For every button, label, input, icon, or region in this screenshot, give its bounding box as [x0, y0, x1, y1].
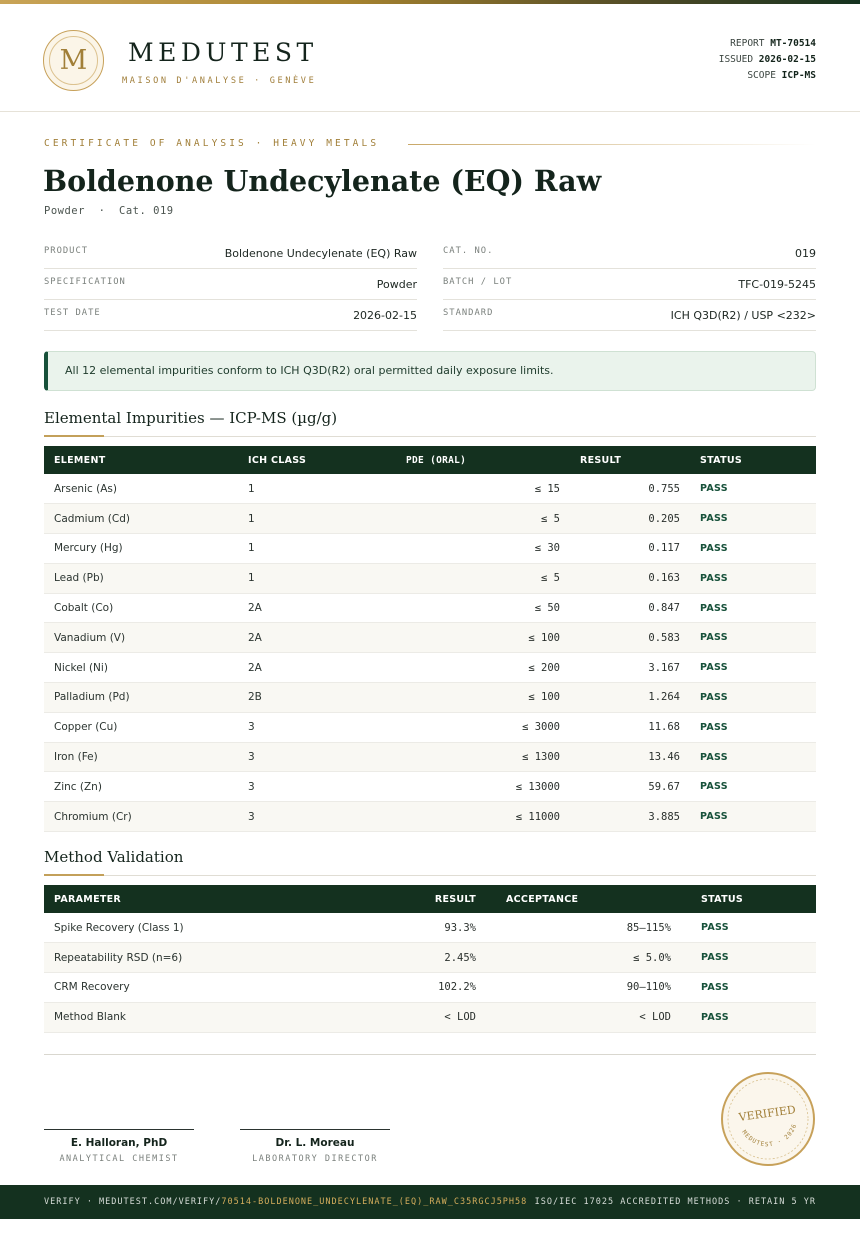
pde-limit: ≤ 30: [534, 542, 560, 555]
result-value: 0.205: [648, 512, 680, 525]
element-name: Copper (Cu): [54, 721, 118, 734]
element-name: Zinc (Zn): [54, 780, 102, 793]
impurities-section-title: Elemental Impurities — ICP-MS (µg/g): [44, 409, 338, 427]
result-value: 0.755: [648, 482, 680, 495]
impurities-table: [44, 446, 816, 832]
pde-limit: ≤ 100: [528, 691, 560, 704]
brand-logo: [43, 30, 104, 91]
section-divider: [44, 875, 816, 876]
page-subtitle: Powder · Cat. 019: [44, 205, 174, 217]
result-value: 0.847: [648, 602, 680, 615]
section-divider: [44, 436, 816, 437]
status-badge: PASS: [700, 483, 728, 495]
info-row-batch: [443, 269, 816, 300]
ich-class: 2B: [248, 691, 262, 704]
ich-class: 3: [248, 721, 255, 734]
info-row-cat-no: [443, 238, 816, 269]
result-value: 3.167: [648, 661, 680, 674]
result-value: 0.117: [648, 542, 680, 555]
element-name: Arsenic (As): [54, 482, 117, 495]
table-row: [44, 534, 816, 564]
ich-class: 1: [248, 512, 255, 525]
conformance-notice: [44, 351, 816, 391]
element-name: Cobalt (Co): [54, 602, 114, 615]
pde-limit: ≤ 15: [534, 482, 560, 495]
verified-seal-icon: [720, 1071, 816, 1167]
brand-tagline: MAISON D'ANALYSE · GENÈVE: [122, 76, 317, 86]
ich-class: 3: [248, 810, 255, 823]
ich-class: 3: [248, 780, 255, 793]
status-badge: PASS: [700, 751, 728, 763]
element-name: Nickel (Ni): [54, 661, 108, 674]
info-row-test-date: [44, 300, 417, 331]
status-badge: PASS: [700, 691, 728, 703]
column-header: ACCEPTANCE: [506, 893, 579, 905]
result-value: 3.885: [648, 810, 680, 823]
result-value: 0.583: [648, 631, 680, 644]
status-badge: PASS: [700, 781, 728, 793]
info-grid-left: [44, 238, 417, 331]
ich-class: 1: [248, 482, 255, 495]
column-header: ELEMENT: [54, 454, 106, 466]
signature-block-director: [240, 1129, 390, 1164]
status-badge: PASS: [700, 542, 728, 554]
info-grid-right: [443, 238, 816, 331]
table-row: [44, 973, 816, 1003]
result-value: 59.67: [648, 780, 680, 793]
seal-subtext: MEDUTEST · 2026: [740, 1122, 799, 1149]
info-row-specification: [44, 269, 417, 300]
validation-table-body: [44, 913, 816, 1032]
info-label: SPECIFICATION: [44, 277, 126, 287]
status-badge: PASS: [700, 721, 728, 733]
table-row: [44, 474, 816, 504]
parameter-name: CRM Recovery: [54, 981, 130, 994]
ich-class: 2A: [248, 631, 262, 644]
pde-limit: ≤ 5: [541, 572, 560, 585]
status-badge: PASS: [700, 602, 728, 614]
section-accent: [44, 435, 104, 437]
info-value: 2026-02-15: [353, 309, 417, 322]
table-row: [44, 504, 816, 534]
document-kicker: CERTIFICATE OF ANALYSIS · HEAVY METALS: [44, 138, 380, 149]
impurities-table-header: [44, 446, 816, 474]
ich-class: 3: [248, 751, 255, 764]
table-row: [44, 802, 816, 832]
column-header: PDE (ORAL): [406, 454, 467, 466]
report-number: REPORT MT-70514: [730, 38, 816, 49]
result-value: 102.2%: [438, 981, 476, 994]
result-value: 11.68: [648, 721, 680, 734]
ich-class: 1: [248, 572, 255, 585]
column-header: RESULT: [434, 893, 476, 905]
signatory-role: ANALYTICAL CHEMIST: [59, 1154, 179, 1164]
column-header: STATUS: [701, 893, 744, 905]
table-row: [44, 1002, 816, 1032]
pde-limit: ≤ 1300: [522, 751, 560, 764]
pde-limit: ≤ 200: [528, 661, 560, 674]
pde-limit: ≤ 11000: [515, 810, 560, 823]
acceptance-criteria: 90–110%: [626, 981, 671, 994]
element-name: Chromium (Cr): [54, 810, 132, 823]
parameter-name: Method Blank: [54, 1011, 127, 1024]
issued-date: ISSUED 2026-02-15: [718, 54, 816, 65]
status-badge: PASS: [701, 981, 729, 993]
footer-accreditation: ISO/IEC 17025 ACCREDITED METHODS · RETAIN 5 YR: [534, 1197, 816, 1207]
validation-table: [44, 885, 816, 1033]
info-value: ICH Q3D(R2) / USP <232>: [670, 309, 816, 322]
info-value: TFC-019-5245: [738, 278, 816, 291]
table-row: [44, 712, 816, 742]
signatory-name: E. Halloran, PhD: [70, 1137, 168, 1149]
info-value: Boldenone Undecylenate (EQ) Raw: [224, 247, 417, 260]
ich-class: 2A: [248, 602, 262, 615]
info-label: BATCH / LOT: [443, 277, 513, 287]
info-row-product: [44, 238, 417, 269]
element-name: Lead (Pb): [54, 572, 104, 585]
column-header: ICH CLASS: [248, 454, 307, 466]
signature-divider: [44, 1054, 816, 1055]
pde-limit: ≤ 100: [528, 631, 560, 644]
table-row: [44, 772, 816, 802]
table-row: [44, 913, 816, 943]
table-row: [44, 593, 816, 623]
acceptance-criteria: < LOD: [639, 1011, 671, 1024]
logo-monogram: M: [59, 45, 88, 76]
element-name: Cadmium (Cd): [54, 512, 130, 525]
scope: SCOPE ICP-MS: [747, 70, 816, 81]
section-accent: [44, 874, 104, 876]
result-value: 2.45%: [444, 951, 476, 964]
parameter-name: Repeatability RSD (n=6): [54, 951, 183, 964]
kicker-divider: [408, 144, 816, 145]
info-label: TEST DATE: [44, 308, 101, 318]
column-header: RESULT: [580, 454, 622, 466]
acceptance-criteria: ≤ 5.0%: [633, 951, 671, 964]
element-name: Vanadium (V): [54, 631, 126, 644]
info-label: STANDARD: [443, 308, 494, 318]
pde-limit: ≤ 13000: [515, 780, 560, 793]
footer: [0, 1185, 860, 1219]
element-name: Mercury (Hg): [54, 542, 123, 555]
table-row: [44, 683, 816, 713]
verify-code: 70514-BOLDENONE_UNDECYLENATE_(EQ)_RAW_C35RGCJ5PH58: [221, 1197, 528, 1207]
result-value: 13.46: [648, 751, 680, 764]
table-row: [44, 563, 816, 593]
status-badge: PASS: [700, 811, 728, 823]
signatory-role: LABORATORY DIRECTOR: [252, 1154, 378, 1164]
status-badge: PASS: [701, 1011, 729, 1023]
info-value: 019: [795, 247, 816, 260]
element-name: Palladium (Pd): [54, 691, 130, 704]
element-name: Iron (Fe): [54, 751, 98, 764]
acceptance-criteria: 85–115%: [626, 921, 671, 934]
column-header: STATUS: [700, 454, 743, 466]
result-value: < LOD: [444, 1011, 476, 1024]
result-value: 1.264: [648, 691, 680, 704]
ich-class: 2A: [248, 661, 262, 674]
signatory-name: Dr. L. Moreau: [275, 1137, 355, 1149]
ich-class: 1: [248, 542, 255, 555]
signature-block-chemist: [44, 1129, 194, 1164]
impurities-table-body: [44, 474, 816, 832]
pde-limit: ≤ 5: [541, 512, 560, 525]
brand-name: MEDUTEST: [128, 38, 318, 67]
status-badge: PASS: [701, 922, 729, 934]
pde-limit: ≤ 50: [534, 602, 560, 615]
table-row: [44, 623, 816, 653]
info-label: PRODUCT: [44, 246, 89, 256]
report-meta: [719, 36, 816, 84]
result-value: 93.3%: [444, 921, 476, 934]
info-value: Powder: [376, 278, 417, 291]
verify-link[interactable]: VERIFY · MEDUTEST.COM/VERIFY/70514-BOLDENONE_UNDECYLENATE_(EQ)_RAW_C35RGCJ5PH58: [44, 1197, 528, 1207]
notice-text: All 12 elemental impurities conform to ICH Q3D(R2) oral permitted daily exposure limits.: [65, 364, 554, 377]
table-row: [44, 742, 816, 772]
parameter-name: Spike Recovery (Class 1): [54, 921, 184, 934]
validation-section-title: Method Validation: [44, 848, 184, 866]
table-row: [44, 943, 816, 973]
seal-text: VERIFIED: [737, 1103, 797, 1124]
status-badge: PASS: [700, 632, 728, 644]
table-row: [44, 653, 816, 683]
page-title: Boldenone Undecylenate (EQ) Raw: [43, 164, 602, 198]
info-label: CAT. NO.: [443, 246, 494, 256]
status-badge: PASS: [700, 572, 728, 584]
status-badge: PASS: [700, 513, 728, 525]
pde-limit: ≤ 3000: [522, 721, 560, 734]
status-badge: PASS: [700, 662, 728, 674]
result-value: 0.163: [648, 572, 680, 585]
status-badge: PASS: [701, 952, 729, 964]
column-header: PARAMETER: [54, 893, 122, 905]
header: [0, 4, 860, 112]
info-row-standard: [443, 300, 816, 331]
validation-table-header: [44, 885, 816, 913]
